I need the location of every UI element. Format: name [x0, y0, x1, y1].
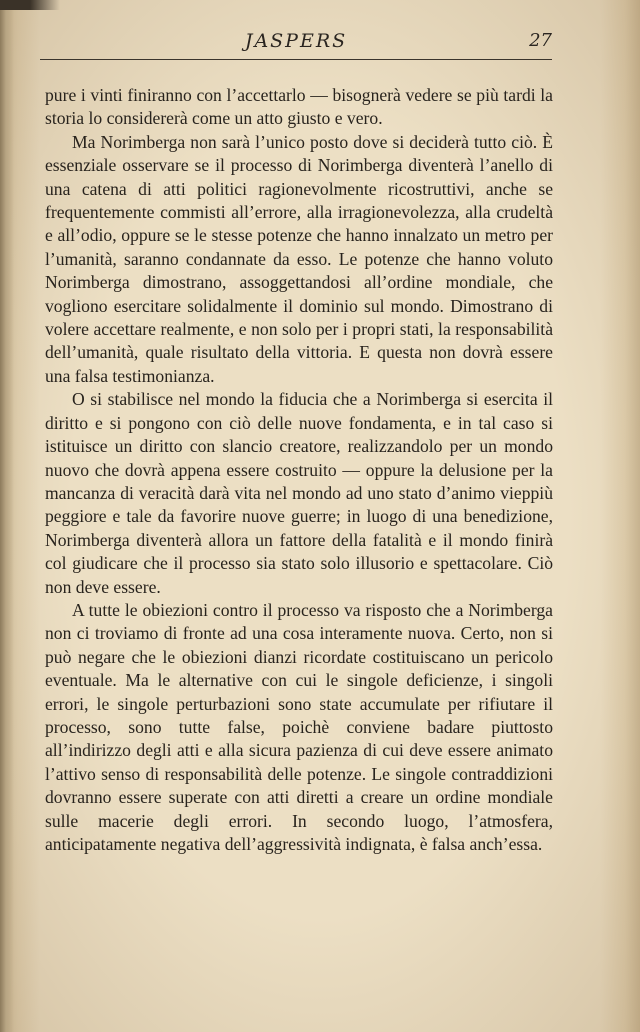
paragraph: Ma Norimberga non sarà l’unico posto dove si deciderà tutto ciò. È essenziale osservare se il processo di Norimberga diventerà l’anello di una catena di atti politici ragionevolmente ricostruttivi, anche se frequentemente commisti all’errore, alla irragionevolezza, alla crudeltà e all’odio, oppure se le stesse potenze che hanno innalzato un metro per l’umanità, saranno condannate da esso. Le potenze che hanno voluto Norimberga dimostrano, assoggettandosi all’ordine mondiale, che vogliono esercitare solidalmente il dominio sul mondo. Dimostrano di volere accettare realmente, e non solo per i propri stati, la responsabilità dell’umanità, quale risultato della vittoria. E questa non dovrà essere una falsa testimonianza.: [45, 131, 553, 386]
header-rule: [40, 59, 552, 60]
paragraph: A tutte le obiezioni contro il processo va risposto che a Norimberga non ci troviamo di fronte ad una cosa interamente nuova. Certo, non si può negare che le obiezioni dianzi ricordate costituiscano un pericolo eventuale. Ma le alternative con cui le singole deficienze, i singoli errori, le singole perturbazioni sono state accumulate per rifiutare il processo, sono tutte false, poichè conviene badare piuttosto all’indirizzo degli atti e alla sicura pazienza di cui deve essere animato l’attivo senso di responsabilità delle potenze. Le singole contraddizioni dovranno essere superate con atti diretti a creare un ordine mondiale sulle macerie degli errori. In secondo luogo, l’atmosfera, anticipatamente negativa dell’aggressività indignata, è falsa anch’essa.: [45, 599, 553, 854]
corner-ink-mark: [0, 0, 60, 10]
page-header: [40, 30, 552, 62]
paragraph: O si stabilisce nel mondo la fiducia che a Norimberga si esercita il diritto e si pongono con ciò delle nuove fondamenta, e in tal caso si istituisce un diritto con slancio creatore, realizzandolo per un mondo nuovo che dovrà appena essere costruito — oppure la delusione per la mancanza di veracità darà vita nel mondo ad uno stato d’animo vieppiù peggiore e tale da favorire nuove guerre; in luogo di una benedizione, Norimberga diventerà allora un fattore della fatalità e il mondo finirà col giudicare che il processo sia stato solo illusorio e spettacolare. Ciò non deve essere.: [45, 389, 553, 597]
body-text: [45, 84, 553, 856]
running-title: JASPERS: [244, 30, 348, 52]
page-number: 27: [529, 30, 552, 51]
page-edge-stain: [0, 0, 14, 1032]
paragraph: pure i vinti finiranno con l’accettarlo — bisognerà vedere se più tardi la storia lo considererà come un atto giusto e vero.: [45, 85, 553, 129]
